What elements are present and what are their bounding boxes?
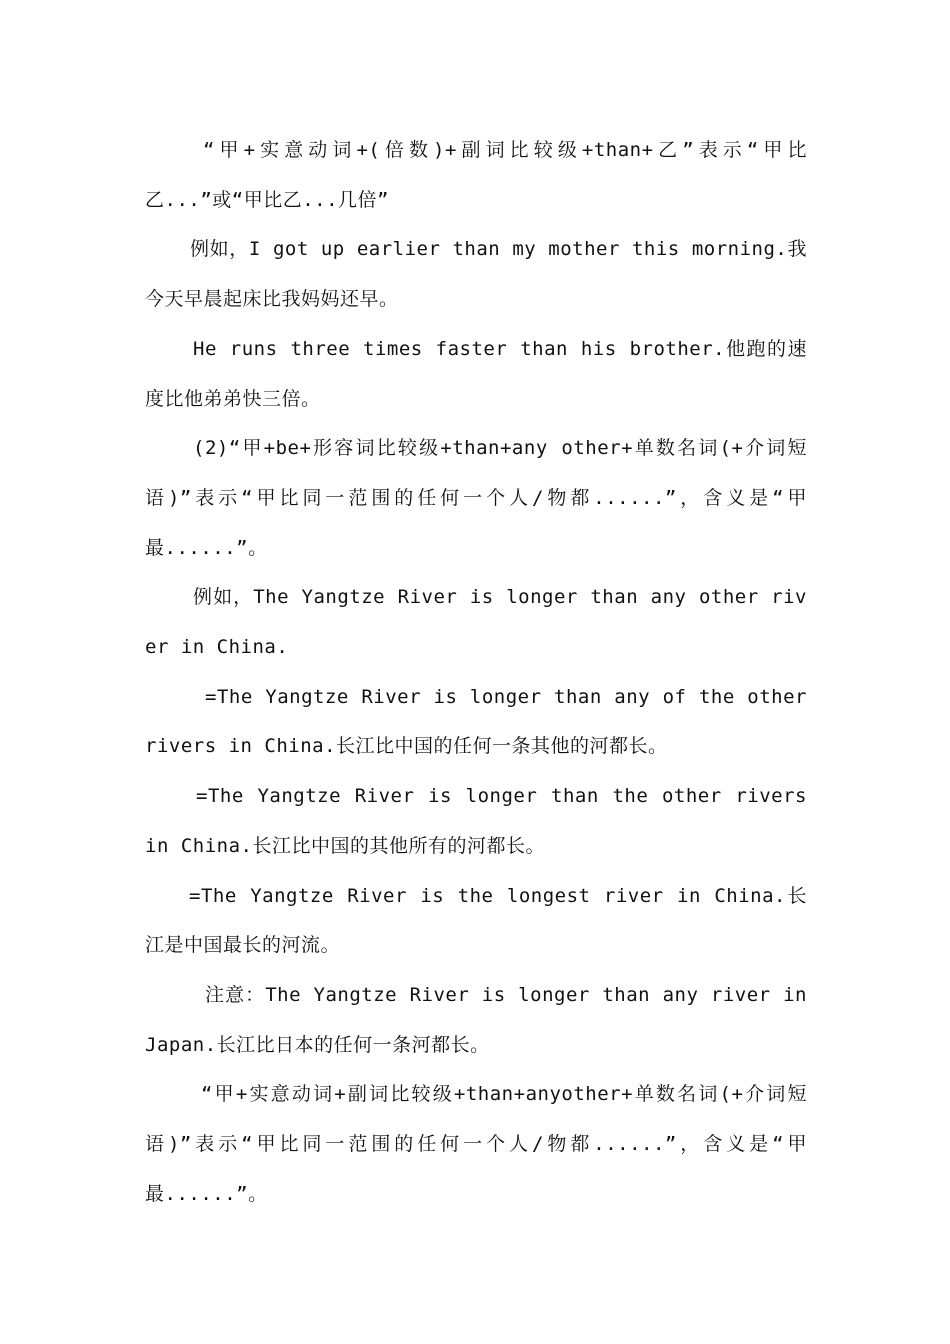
document-body [145,126,807,1219]
paragraph-rule-adverb-any-other: “甲+实意动词+副词比较级+than+anyother+单数名词(+介词短语)”表示“甲比同一范围的任何一个人/物都......”，含义是“甲最......”。 [145,1083,807,1205]
paragraph-example-yangtze-any-of-the-other: =The Yangtze River is longer than any of the other rivers in China.长江比中国的任何一条其他的河都长。 [145,685,807,758]
paragraph-example-yangtze-the-other: =The Yangtze River is longer than the other rivers in China.长江比中国的其他所有的河都长。 [145,785,807,857]
paragraph-note-yangtze-japan: 注意：The Yangtze River is longer than any river in Japan.长江比日本的任何一条河都长。 [145,983,807,1056]
paragraph-example-runs-faster: He runs three times faster than his brother.他跑的速度比他弟弟快三倍。 [145,337,807,410]
paragraph-example-got-up-earlier: 例如，I got up earlier than my mother this morning.我今天早晨起床比我妈妈还早。 [145,238,807,311]
paragraph-rule-any-other: (2)“甲+be+形容词比较级+than+any other+单数名词(+介词短语)”表示“甲比同一范围的任何一个人/物都......”，含义是“甲最......”。 [145,437,807,559]
paragraph-example-yangtze-longest: =The Yangtze River is the longest river in China.长江是中国最长的河流。 [145,884,807,957]
paragraph-comparative-adverb-rule: “甲+实意动词+(倍数)+副词比较级+than+乙”表示“甲比乙...”或“甲比乙...几倍” [145,139,807,211]
paragraph-example-yangtze-any-other: 例如，The Yangtze River is longer than any other river in China. [145,586,807,659]
